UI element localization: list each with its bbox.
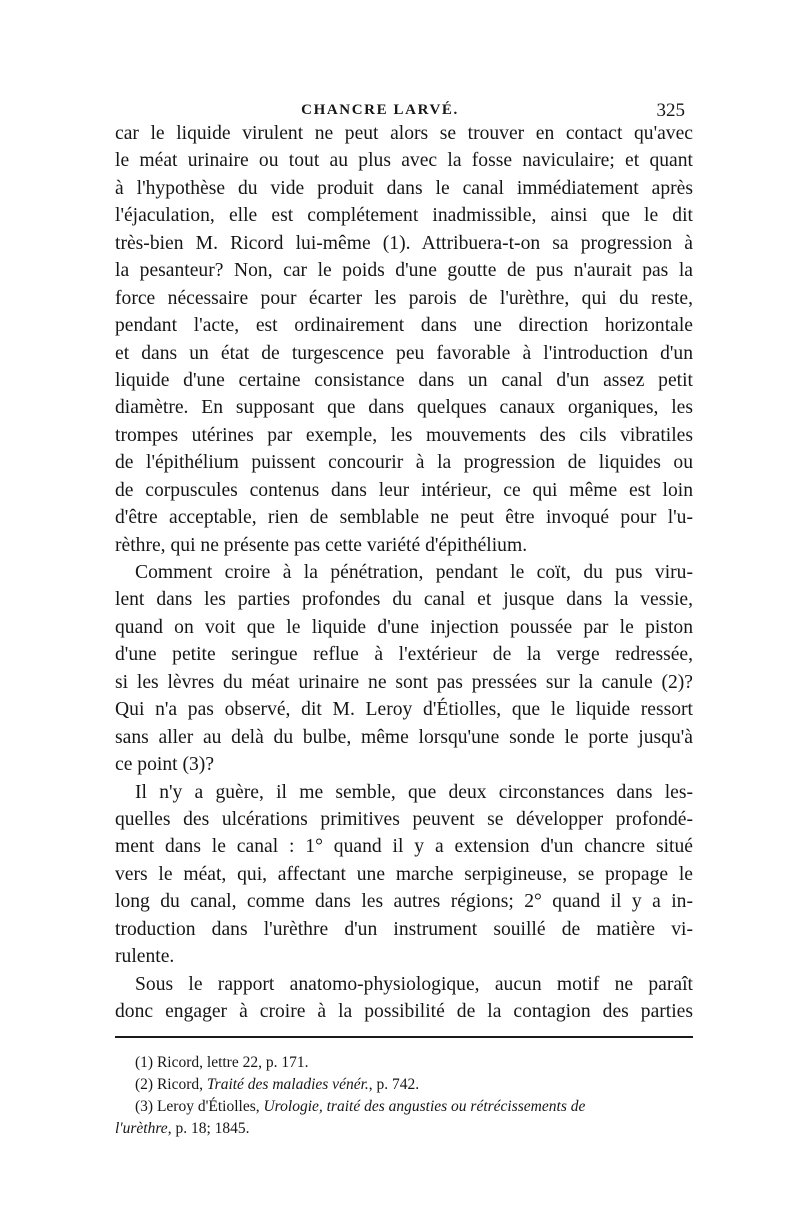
footnote-3-cont-suffix: , p. 18; 1845. [167,1120,250,1137]
page-number: 325 [656,100,685,121]
text-line: donc engager à croire à la possibilité de la contagion des parties [115,1001,693,1022]
text-line: long du canal, comme dans les autres régions; 2° quand il y a in- [115,891,693,913]
footnote-3-continuation [115,1118,700,1140]
text-line: rèthre, qui ne présente pas cette variété d'épithélium. [115,534,528,556]
text-line: Qui n'a pas observé, dit M. Leroy d'Étiolles, que le liquide ressort [115,699,693,721]
text-line: Comment croire à la pénétration, pendant le coït, du pus viru- [135,562,693,583]
footnote-1: (1) Ricord, lettre 22, p. 171. [135,1054,309,1071]
text-line: d'une petite seringue reflue à l'extérieur de la verge redressée, [115,644,693,666]
text-line: d'être acceptable, rien de semblable ne peut être invoqué pour l'u- [115,507,693,529]
text-line: car le liquide virulent ne peut alors se trouver en contact qu'avec [115,123,693,144]
text-line: le méat urinaire ou tout au plus avec la fosse naviculaire; et quant [115,150,693,172]
footnotes [115,1052,700,1140]
text-line: à l'hypothèse du vide produit dans le canal immédiatement après [115,177,693,199]
text-line: très-bien M. Ricord lui-même (1). Attribuera-t-on sa progression à [115,232,693,254]
text-line: liquide d'une certaine consistance dans un canal d'un assez petit [115,369,693,391]
text-line: sans aller au delà du bulbe, même lorsqu'une sonde le porte jusqu'à [115,726,693,748]
text-line: de corpuscules contenus dans leur intérieur, ce qui même est loin [115,479,693,501]
text-line: vers le méat, qui, affectant une marche serpigineuse, se propage le [115,863,693,885]
text-line: force nécessaire pour écarter les parois de l'urèthre, qui du reste, [115,287,693,309]
footnote-3-title: Urologie, traité des angusties ou rétrécissements de [263,1098,586,1115]
text-line: troduction dans l'urèthre d'un instrument souillé de matière vi- [115,918,693,940]
text-line: la pesanteur? Non, car le poids d'une goutte de pus n'aurait pas la [115,260,693,282]
text-line: lent dans les parties profondes du canal et jusque dans la vessie, [115,589,693,611]
running-title: CHANCRE LARVÉ. [301,102,459,118]
text-line: Il n'y a guère, il me semble, que deux circonstances dans les- [135,781,693,803]
text-line: si les lèvres du méat urinaire ne sont pas pressées sur la canule (2)? [115,671,693,693]
footnote-rule [115,1036,693,1038]
text-line: ment dans le canal : 1° quand il y a extension d'un chancre situé [115,836,693,858]
footnote-2 [115,1074,700,1096]
text-line: de l'épithélium puissent concourir à la progression de liquides ou [115,452,693,474]
text-line: et dans un état de turgescence peu favorable à l'introduction d'un [115,342,693,364]
footnote-3-cont-title: l'urèthre [115,1120,168,1137]
text-line: ce point (3)? [115,754,215,776]
text-line: pendant l'acte, est ordinairement dans une direction horizontale [115,315,693,337]
text-line: trompes utérines par exemple, les mouvements des cils vibratiles [115,424,693,446]
text-line: Sous le rapport anatomo-physiologique, aucun motif ne paraît [135,973,693,995]
footnote-2-suffix: , p. 742. [368,1076,420,1093]
body-text [115,120,693,1025]
text-line: quand on voit que le liquide d'une injection poussée par le piston [115,616,693,638]
text-line: rulente. [115,946,175,968]
footnote-2-prefix: (2) Ricord, [135,1076,207,1093]
footnote-2-title: Traité des maladies vénér. [206,1076,369,1093]
text-line: diamètre. En supposant que dans quelques canaux organiques, les [115,397,693,419]
footnote-3 [115,1096,700,1118]
footnote-3-prefix: (3) Leroy d'Étiolles, [135,1098,264,1115]
text-line: quelles des ulcérations primitives peuvent se développer profondé- [115,808,693,830]
text-line: l'éjaculation, elle est complétement inadmissible, ainsi que le dit [115,205,693,227]
